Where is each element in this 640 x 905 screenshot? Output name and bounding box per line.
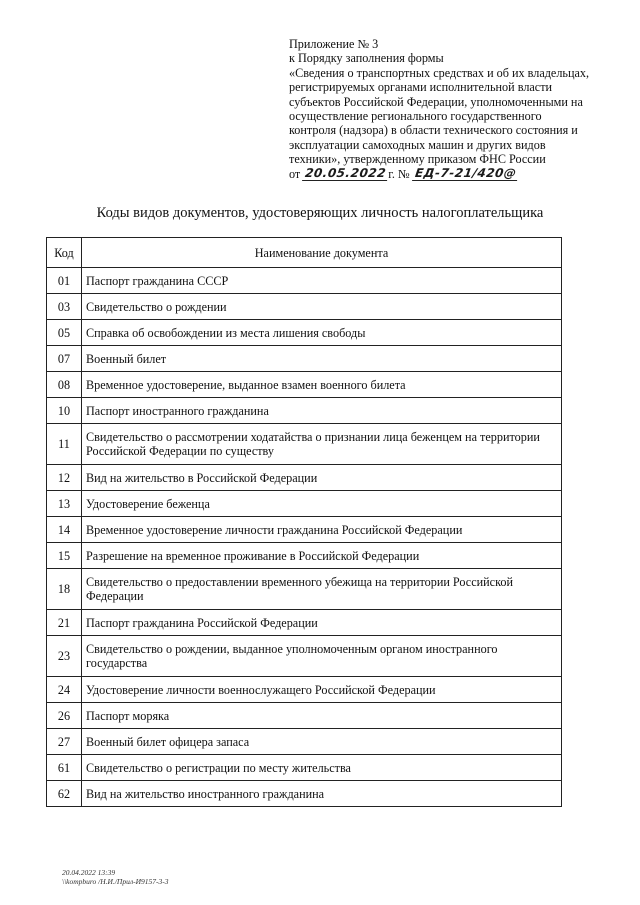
appendix-line-7: контроля (надзора) в области технического состояния и	[289, 123, 578, 138]
row-document-name: Военный билет офицера запаса	[82, 729, 562, 755]
print-footer	[62, 868, 169, 886]
row-code: 08	[47, 372, 82, 398]
handwritten-date: 20.05.2022	[302, 167, 389, 181]
table-row	[47, 636, 562, 677]
row-document-name: Свидетельство о рождении, выданное уполномоченным органом иностранного государства	[82, 636, 562, 677]
table-row	[47, 465, 562, 491]
year-suffix: г.	[388, 166, 395, 181]
row-code: 62	[47, 781, 82, 807]
table-row	[47, 543, 562, 569]
row-code: 10	[47, 398, 82, 424]
appendix-line-4: регистрируемых органами исполнительной власти	[289, 80, 553, 95]
table-row	[47, 517, 562, 543]
table-row	[47, 268, 562, 294]
row-document-name: Свидетельство о рождении	[82, 294, 562, 320]
table-row	[47, 372, 562, 398]
appendix-line-1: Приложение № 3	[289, 37, 379, 51]
row-document-name: Паспорт моряка	[82, 703, 562, 729]
appendix-line-5: субъектов Российской Федерации, уполномоченными на	[289, 94, 583, 109]
table-row	[47, 781, 562, 807]
row-document-name: Временное удостоверение, выданное взамен военного билета	[82, 372, 562, 398]
table-row	[47, 294, 562, 320]
row-code: 11	[47, 424, 82, 465]
row-document-name: Свидетельство о рассмотрении ходатайства о признании лица беженцем на территории Российской Федерации по существу	[82, 424, 562, 465]
date-prefix: от	[289, 166, 301, 181]
row-code: 14	[47, 517, 82, 543]
row-document-name: Справка об освобождении из места лишения свободы	[82, 320, 562, 346]
row-document-name: Удостоверение личности военнослужащего Российской Федерации	[82, 677, 562, 703]
table-row	[47, 424, 562, 465]
row-document-name: Свидетельство о регистрации по месту жительства	[82, 755, 562, 781]
row-document-name: Паспорт гражданина Российской Федерации	[82, 610, 562, 636]
header-code: Код	[47, 238, 82, 268]
row-code: 23	[47, 636, 82, 677]
row-code: 24	[47, 677, 82, 703]
document-title: Коды видов документов, удостоверяющих личность налогоплательщика	[96, 205, 544, 221]
row-document-name: Удостоверение беженца	[82, 491, 562, 517]
row-document-name: Вид на жительство иностранного гражданина	[82, 781, 562, 807]
table-row	[47, 610, 562, 636]
row-code: 15	[47, 543, 82, 569]
row-document-name: Свидетельство о предоставлении временного убежища на территории Российской Федерации	[82, 569, 562, 610]
row-document-name: Паспорт иностранного гражданина	[82, 398, 562, 424]
table-row	[47, 491, 562, 517]
handwritten-order-number: ЕД-7-21/420@	[412, 167, 519, 181]
row-document-name: Паспорт гражданина СССР	[82, 268, 562, 294]
row-code: 07	[47, 346, 82, 372]
row-document-name: Временное удостоверение личности гражданина Российской Федерации	[82, 517, 562, 543]
appendix-line-9: техники», утвержденному приказом ФНС России	[289, 152, 546, 167]
order-date-number-line	[289, 167, 619, 181]
row-document-name: Военный билет	[82, 346, 562, 372]
appendix-line-3: «Сведения о транспортных средствах и об их владельцах,	[289, 65, 590, 80]
footer-file-path: \\kompburo /Н.И./Прил-И9157-3-3	[62, 877, 169, 886]
row-code: 05	[47, 320, 82, 346]
row-code: 18	[47, 569, 82, 610]
table-row	[47, 398, 562, 424]
table-header-row	[47, 238, 562, 268]
table-row	[47, 729, 562, 755]
appendix-line-6: осуществление регионального государственного	[289, 109, 542, 124]
row-code: 03	[47, 294, 82, 320]
appendix-header	[289, 37, 619, 181]
document-codes-table	[46, 237, 562, 807]
table-row	[47, 677, 562, 703]
footer-timestamp: 20.04.2022 13:39	[62, 868, 116, 877]
number-prefix: №	[397, 166, 410, 181]
row-document-name: Разрешение на временное проживание в Российской Федерации	[82, 543, 562, 569]
appendix-line-2: к Порядку заполнения формы	[289, 51, 444, 66]
table-row	[47, 346, 562, 372]
table-row	[47, 755, 562, 781]
row-code: 13	[47, 491, 82, 517]
row-code: 27	[47, 729, 82, 755]
table-row	[47, 320, 562, 346]
table-row	[47, 569, 562, 610]
row-document-name: Вид на жительство в Российской Федерации	[82, 465, 562, 491]
row-code: 61	[47, 755, 82, 781]
header-document-name: Наименование документа	[82, 238, 562, 268]
row-code: 21	[47, 610, 82, 636]
row-code: 26	[47, 703, 82, 729]
row-code: 12	[47, 465, 82, 491]
row-code: 01	[47, 268, 82, 294]
table-row	[47, 703, 562, 729]
appendix-line-8: эксплуатации самоходных машин и других видов	[289, 137, 546, 152]
